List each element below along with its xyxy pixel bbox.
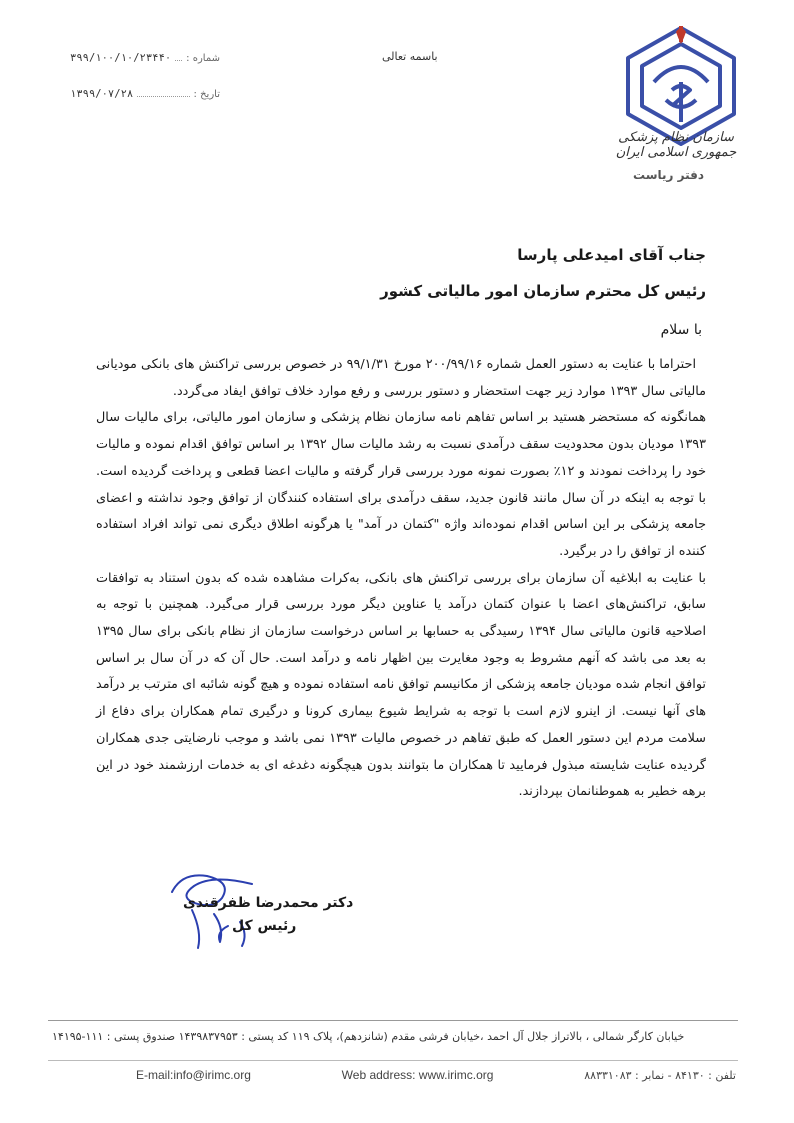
basmala: باسمه تعالی <box>382 50 438 63</box>
addressee-name: جناب آقای امیدعلی پارسا <box>517 246 706 264</box>
department-label: دفتر ریاست <box>633 168 704 182</box>
letter-number-value: ۳۹۹/۱۰۰/۱۰/۲۳۴۴۰ <box>70 52 172 64</box>
body-paragraph-2: همانگونه که مستحضر هستید بر اساس تفاهم نامه سازمان نظام پزشکی و سازمان امور مالیاتی، برای مالیات سال ۱۳۹۳ مودیان بدون محدودیت سقف درآمدی نسبت به رشد مالیات سال ۱۳۹۲ بر اساس توافق اقدام نموده و مالیات خود را پرداخت نمودند و ۱۲٪ بصورت نمونه مورد بررسی قرار گرفته و مالیات اعضا قطعی و پرداخت گردیده است. با توجه به اینکه در آن سال مانند قانون جدید، سقف درآمدی برای استفاده کنندگان از توافق وجود نداشته و اعضای جامعه پزشکی بر این اساس اقدام نموده‌اند واژه "کتمان در آمد" یا هرگونه اطلاق دیگری نمی تواند افراد استفاده کننده از توافق را در برگیرد. <box>96 410 706 559</box>
salutation: با سلام <box>660 322 702 338</box>
footer-phone: تلفن : ۸۴۱۳۰ - نمابر : ۸۸۳۳۱۰۸۳ <box>584 1069 736 1082</box>
addressee-title: رئیس کل محترم سازمان امور مالیاتی کشور <box>380 282 706 300</box>
letter-number-label: شماره : <box>186 53 220 64</box>
body-paragraph-3: با عنایت به ابلاغیه آن سازمان برای بررسی تراکنش های بانکی، به‌کرات مشاهده شده که بدون استناد به توافقات سابق، تراکنش‌های اعضا با عنوان کتمان درآمد یا عناوین دیگر مورد بررسی قرار می‌گیرد. همچنین با توجه به اصلاحیه قانون مالیاتی سال ۱۳۹۴ رسیدگی به حسابها بر اساس درخواست سازمان از نظام بانکی برای سال ۱۳۹۵ به بعد می باشد که آنهم مشروط به وجود مغایرت بین اظهار نامه و درآمد است. حال آن که در آن سال بر اساس توافق انجام شده مودیان جامعه پزشکی از مکانیسم توافق نامه استفاده نموده و هیچ گونه شائبه ای مترتب بر درآمد های آنها نیست. از اینرو لازم است با توجه به شرایط شیوع بیماری کرونا و درگیری تمام همکاران برای دفاع از سلامت مردم این دستور العمل که طبق تفاهم در خصوص مالیات ۱۳۹۳ نمی باشد و موجب نارضایتی جدی همکاران گردیده عنایت شایسته مبذول فرمایید تا همکاران ما بتوانند بدون هیچگونه دغدغه ای به خدمات ارزشمند خود در این برهه خطیر به هموطنانمان بپردازند. <box>96 570 707 800</box>
dotted-line <box>175 50 182 61</box>
footer-web[interactable]: Web address: www.irimc.org <box>341 1068 494 1082</box>
signatory-title: رئیس کل <box>232 918 297 934</box>
org-name: سازمان نظام پزشکی جمهوری اسلامی ایران <box>615 130 737 160</box>
signatory-name: دکتر محمدرضا ظفرقندی <box>183 895 354 911</box>
letter-number-row <box>70 50 220 64</box>
footer-address: خیابان کارگر شمالی ، بالاتراز جلال آل احمد ،خیابان فرشی مقدم (شانزدهم)، پلاک ۱۱۹ کد پستی : ۱۴۳۹۸۳۷۹۵۳ صندوق پستی : ۱۱۱-۱۴۱۹۵ <box>52 1030 685 1043</box>
footer-email[interactable]: E-mail:info@irimc.org <box>136 1068 251 1082</box>
letter-date-row <box>70 86 220 100</box>
letter-body <box>96 352 706 806</box>
footer-divider <box>48 1020 738 1021</box>
dotted-line <box>137 86 189 97</box>
letter-date-label: تاریخ : <box>193 89 220 100</box>
body-paragraph-1: احتراما با عنایت به دستور العمل شماره ۲۰۰/۹۹/۱۶ مورخ ۹۹/۱/۳۱ در خصوص بررسی تراکنش های بانکی مودیانی مالیاتی سال ۱۳۹۳ موارد زیر جهت استحضار و دستور بررسی و رفع موارد خلاف توافق ایفاد می‌گردد. <box>96 357 706 399</box>
footer-contact <box>136 1068 736 1082</box>
letter-date-value: ۱۳۹۹/۰۷/۲۸ <box>70 88 134 100</box>
footer-divider <box>48 1060 738 1061</box>
